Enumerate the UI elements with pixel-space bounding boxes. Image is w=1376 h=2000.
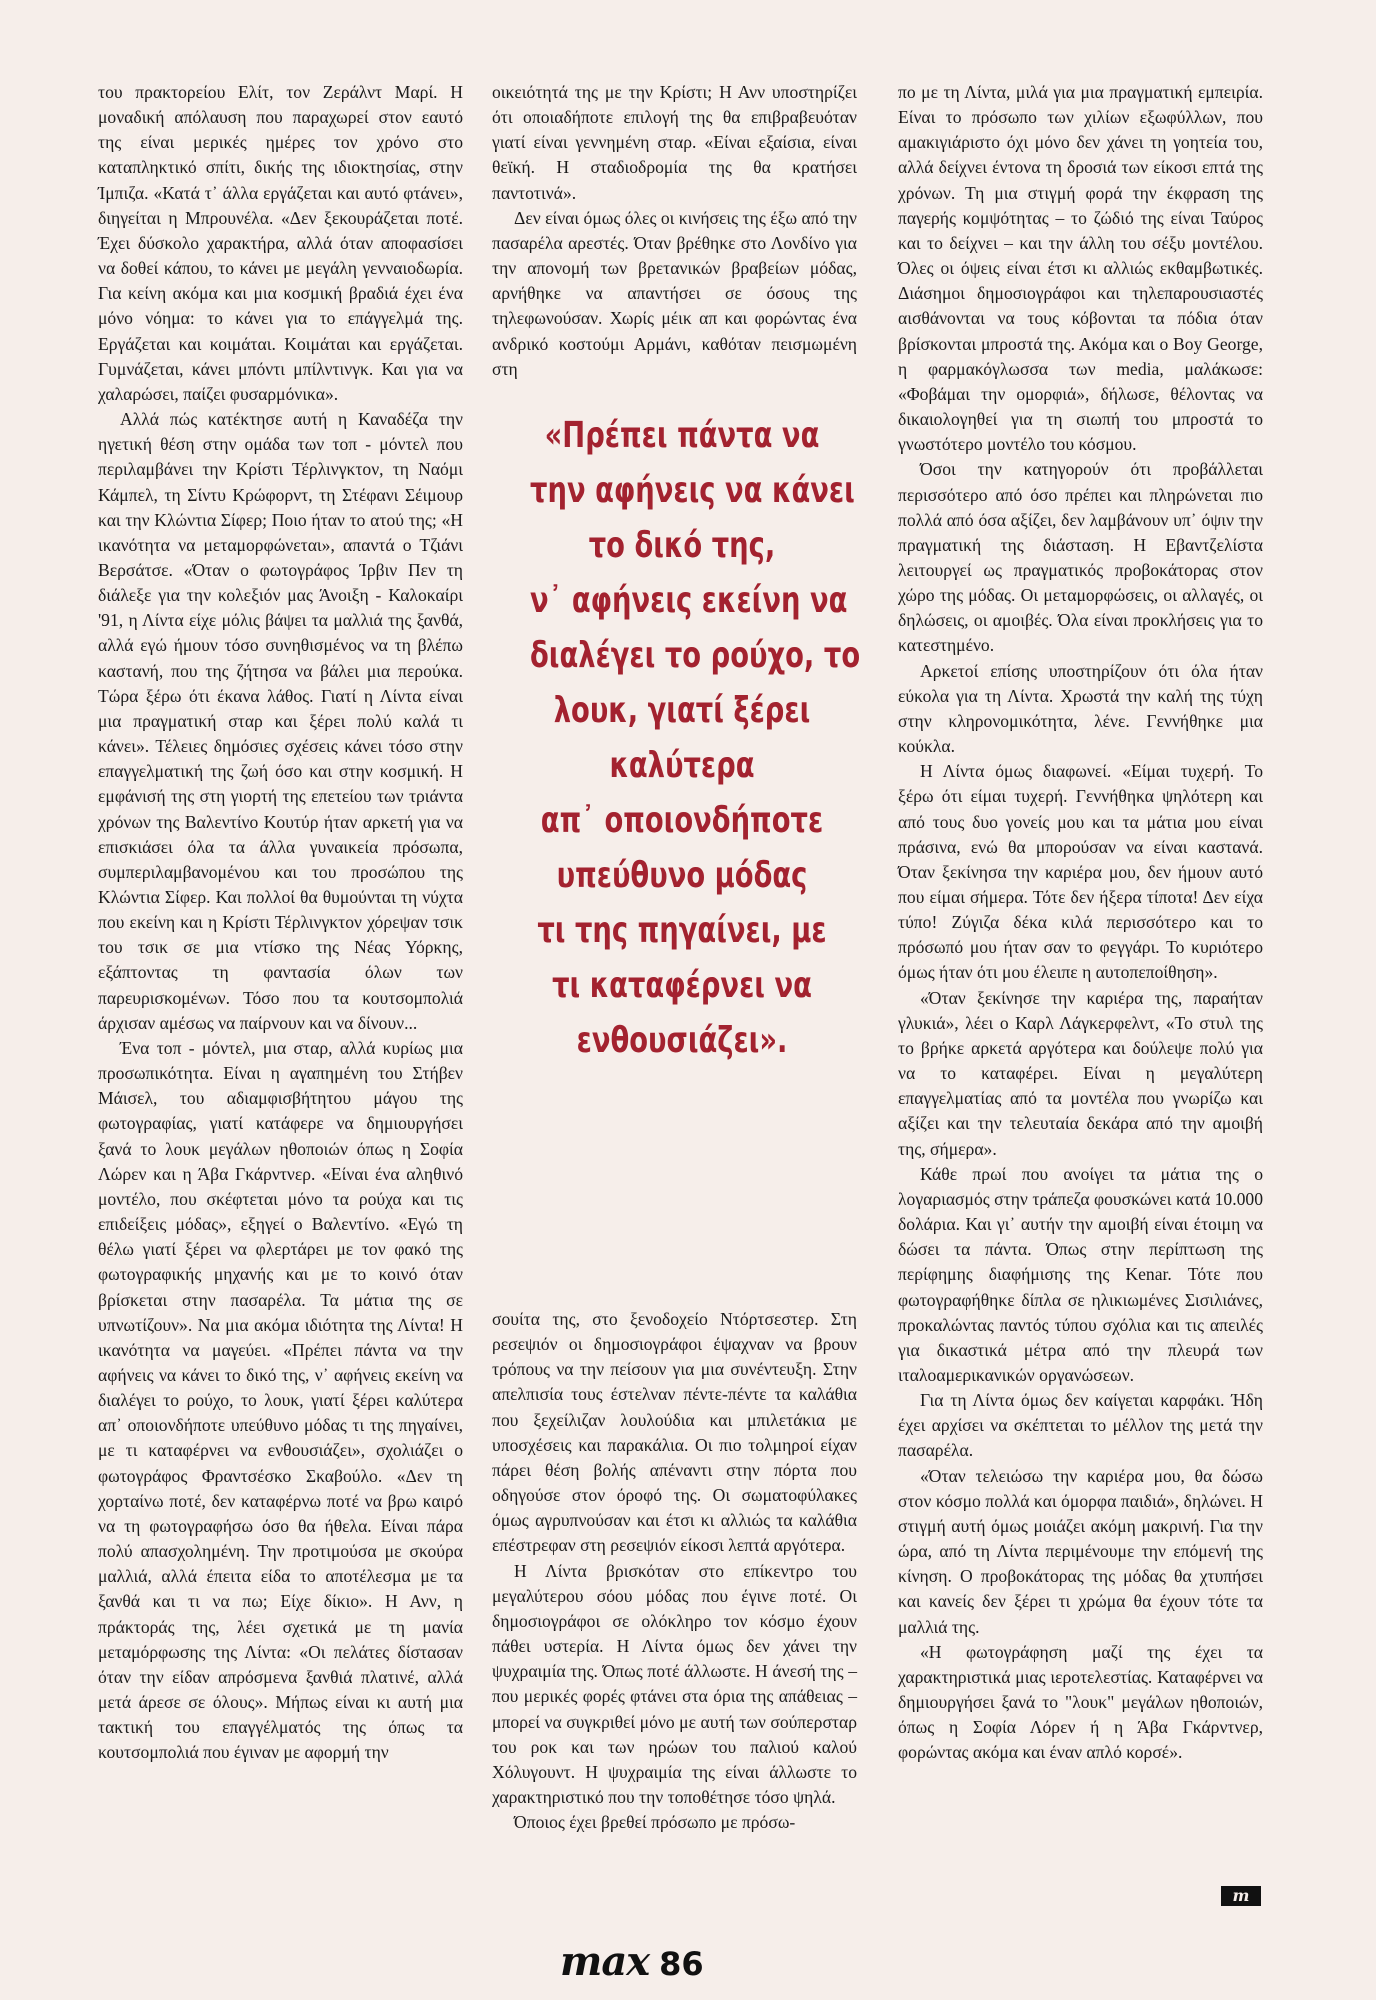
pull-quote-line: ν᾽ αφήνεις εκείνη να [530, 580, 848, 621]
pull-quote-line: τι καταφέρνει να [552, 965, 812, 1006]
pull-quote [530, 408, 861, 1068]
pull-quote-line: υπεύθυνο μόδας [556, 855, 808, 896]
article-column-3 [898, 80, 1263, 1765]
pull-quote-line: καλύτερα [609, 745, 755, 786]
pull-quote-line: τι της πηγαίνει, με [537, 910, 827, 951]
paragraph: Η Λίντα όμως διαφωνεί. «Είμαι τυχερή. Το ξέρω ότι είμαι τυχερή. Γεννήθηκα ψηλότερη και από τους δυο γονείς μου και τα μάτια μου είναι πράσινα, ενώ θα μπορούσαν να είναι καστανά. Όταν ξεκίνησα την καριέρα μου, δεν ήμουν αυτό που είμαι σήμερα. Τότε δεν ήξερα τίποτα! Δεν είχα τύπο! Ζύγιζα δέκα κιλά περισσότερο και το πρόσωπό μου ήταν σαν το φεγγάρι. Το κυριότερο όμως ήταν ότι μου έλειπε η αυτοπεποίθηση». [898, 761, 1263, 983]
paragraph: Όποιος έχει βρεθεί πρόσωπο με πρόσω- [514, 1812, 796, 1833]
end-of-article-mark: m [1221, 1886, 1261, 1906]
paragraph: Αρκετοί επίσης υποστηρίζουν ότι όλα ήταν εύκολα για τη Λίντα. Χρωστά την καλή της τύχη στην κληρονομικότητα, λένε. Γεννήθηκε μια κούκλα. [898, 660, 1263, 757]
paragraph: Η Λίντα βρισκόταν στο επίκεντρο του μεγαλύτερου σόου μόδας που έγινε ποτέ. Οι δημοσιογράφοι σε ολόκληρο τον κόσμο έχουν πάθει υστερία. Η Λίντα όμως δεν χάνει την ψυχραιμία της. Όπως ποτέ άλλωστε. Η άνεσή της – που μερικές φορές φτάνει στα όρια της απάθειας – μπορεί να συγκριθεί μόνο με αυτή των σούπερσταρ του ροκ και των ηρώων του παλιού καλού Χόλυγουντ. Η ψυχραιμία της είναι άλλωστε το χαρακτηριστικό που την τοποθέτησε τόσο ψηλά. [492, 1560, 857, 1807]
pull-quote-line: απ᾽ οποιονδήποτε [540, 800, 824, 841]
pull-quote-line: την αφήνεις να κάνει [530, 470, 855, 511]
paragraph: σουίτα της, στο ξενοδοχείο Ντόρτσεστερ. Στη ρεσεψιόν οι δημοσιογράφοι έψαχναν να βρουν τρόπους να την πείσουν για μια συνέντευξη. Στην απελπισία τους έστελναν πέντε-πέντε τα καλάθια που ξεχείλιζαν λουλούδια και μπιλετάκια με υποσχέσεις και παρακάλια. Οι πιο τολμηροί είχαν πάρει θέση βολής απέναντι στην πόρτα που οδηγούσε στον όροφό της. Οι σωματοφύλακες όμως αγρυπνούσαν και έτσι κι αλλιώς τα καλάθια επέστρεφαν στη ρεσεψιόν είκοσι λεπτά αργότερα. [492, 1309, 857, 1556]
paragraph: «Η φωτογράφηση μαζί της έχει τα χαρακτηριστικά μιας ιεροτελεστίας. Καταφέρνει να δημιουργήσει ξανά το "λουκ" μεγάλων ηθοποιών, όπως η Σοφία Λόρεν ή η Άβα Γκάρντνερ, φορώντας ακόμα και έναν απλό κορσέ». [898, 1641, 1263, 1763]
paragraph: «Όταν τελειώσω την καριέρα μου, θα δώσω στον κόσμο πολλά και όμορφα παιδιά», δηλώνει. Η στιγμή αυτή όμως μοιάζει ακόμη μακρινή. Για την ώρα, από τη Λίντα περιμένουμε την επόμενή της κίνηση. Ο προβοκάτορας της μόδας θα χτυπήσει και κανείς δεν ξέρει τι χρώμα θα έχουν τότε τα μαλλιά της. [898, 1465, 1263, 1637]
page-footer [560, 1938, 704, 1985]
paragraph: Αλλά πώς κατέκτησε αυτή η Καναδέζα την ηγετική θέση στην ομάδα των τοπ - μόντελ που περιλαμβάνει την Κρίστι Τέρλινγκτον, τη Ναόμι Κάμπελ, τη Σίντυ Κρώφορντ, τη Στέφανι Σέιμουρ και την Κλώντια Σίφερ; Ποιο ήταν το ατού της; «Η ικανότητα να μεταμορφώνεται», απαντά ο Τζιάνι Βερσάτσε. «Όταν ο φωτογράφος Ίρβιν Πεν τη διάλεξε για την κολεξιόν μας Άνοιξη - Καλοκαίρι '91, η Λίντα είχε μόλις βάψει τα μαλλιά της ξανθά, αλλά εγώ ήμουν τόσο συνηθισμένος να τη βλέπω καστανή, που της ζήτησα να βάλει μια περούκα. Τώρα ξέρω ότι έκανα λάθος. Γιατί η Λίντα είναι μια πραγματική σταρ και ξέρει πολύ καλά τι κάνει». Τέλειες δημόσιες σχέσεις κάνει τόσο στην επαγγελματική της ζωή όσο και στην κοσμική. Η εμφάνισή της στη γιορτή της επετείου των τριάντα χρόνων της Βαλεντίνο Κουτύρ ήταν αρκετή για να επισκιάσει όλα τα άλλα γυναικεία πρόσωπα, συμπεριλαμβανομένου και του προσώπου της Κλώντια Σίφερ. Και πολλοί θα θυμούνται τη νύχτα που εκείνη και η Κρίστι Τέρλινγκτον χόρεψαν τσικ του τσικ σε μια ντίσκο της Νέας Υόρκης, εξάπτοντας τη φαντασία όλων των παρευρισκομένων. Τόσο που τα κουτσομπολιά άρχισαν αμέσως να παίρνουν και να δίνουν... [98, 409, 463, 1033]
pull-quote-line: το δικό της, [588, 525, 776, 566]
paragraph: «Όταν ξεκίνησε την καριέρα της, παραήταν γλυκιά», λέει ο Καρλ Λάγκερφελντ, «Το στυλ της το βρήκε αρκετά αργότερα και δούλεψε πολύ για να το καταφέρει. Είναι η μεγαλύτερη επαγγελματίας από τα μοντέλα που γνωρίζω και αξίζει και την τελευταία δεκάρα από την αμοιβή της, σήμερα». [898, 987, 1263, 1159]
pull-quote-line: λουκ, γιατί ξέρει [553, 690, 811, 731]
pull-quote-line: ενθουσιάζει». [576, 1020, 788, 1061]
paragraph: Δεν είναι όμως όλες οι κινήσεις της έξω από την πασαρέλα αρεστές. Όταν βρέθηκε στο Λονδίνο για την απονομή των βρετανικών βραβείων μόδας, αρνήθηκε να απαντήσει σε όσους της τηλεφωνούσαν. Χωρίς μέικ απ και φορώντας ένα ανδρικό κοστούμι Αρμάνι, καθόταν πεισμωμένη στη [492, 207, 857, 379]
paragraph: πο με τη Λίντα, μιλά για μια πραγματική εμπειρία. Είναι το πρόσωπο των χιλίων εξωφύλλων, που αμακιγιάριστο όχι μόνο δεν χάνει τη γοητεία του, αλλά δείχνει έντονα τη δροσιά των είκοσι επτά της χρόνων. Τη μια στιγμή φορά την έκφραση της παγερής κομψότητας – το ζώδιό της είναι Ταύρος και το δείχνει – και την άλλη του σέξυ μοντέλου. Όλες οι όψεις είναι έτσι κι αλλιώς εκθαμβωτικές. Διάσημοι δημοσιογράφοι και τηλεπαρουσιαστές αισθάνονται να τους κόβονται τα πόδια όταν βρίσκονται μπροστά της. Ακόμα και ο Boy George, η φαρμακόγλωσσα των media, μαλάκωσε: «Φοβάμαι την ομορφιά», δήλωσε, θέλοντας να δικαιολογηθεί για τη σιωπή του μπροστά το γνωστότερο μοντέλο του κόσμου. [898, 82, 1263, 455]
article-column-2-top [492, 80, 857, 382]
paragraph: Όσοι την κατηγορούν ότι προβάλλεται περισσότερο από όσο πρέπει και πληρώνεται πιο πολλά από όσα αξίζει, δεν λαμβάνουν υπ᾽ όψιν την πραγματική της διάσταση. Η Εβαντζελίστα λειτουργεί ως πραγματικός προβοκάτορας στον χώρο της μόδας. Οι μεταμορφώσεις, οι αλλαγές, οι δηλώσεις, οι αμοιβές. Όλα είναι προκλήσεις για το κατεστημένο. [898, 459, 1263, 656]
article-column-1 [98, 80, 463, 1765]
paragraph: Για τη Λίντα όμως δεν καίγεται καρφάκι. Ήδη έχει αρχίσει να σκέπτεται το μέλλον της μετά την πασαρέλα. [898, 1390, 1263, 1461]
paragraph: του πρακτορείου Ελίτ, τον Ζεράλντ Μαρί. Η μοναδική απόλαυση που παραχωρεί στον εαυτό της είναι μερικές ημέρες τον χρόνο στο καταπληκτικό σπίτι, δικής της ιδιοκτησίας, στην Ίμπιζα. «Κατά τ᾽ άλλα εργάζεται και αυτό φτάνει», διηγείται η Μπρουνέλα. «Δεν ξεκουράζεται ποτέ. Έχει δύσκολο χαρακτήρα, αλλά όταν αποφασίσει να δοθεί κάπου, το κάνει με μεγάλη γενναιοδωρία. Για κείνη ακόμα και μια κοσμική βραδιά έχει ένα μόνο νόημα: το κάνει για το επάγγελμά της. Εργάζεται και κοιμάται. Κοιμάται και εργάζεται. Γυμνάζεται, κάνει μπόντι μπίλντινγκ. Και για να χαλαρώσει, παίζει φυσαρμόνικα». [98, 82, 463, 404]
paragraph: οικειότητά της με την Κρίστι; Η Ανν υποστηρίζει ότι οποιαδήποτε επιλογή της θα επιβραβευόταν γιατί είναι γεννημένη σταρ. «Είναι εξαίσια, είναι θεϊκή. Η σταδιοδρομία της θα κρατήσει παντοτινά». [492, 82, 857, 203]
article-column-2-bottom [492, 1307, 857, 1835]
paragraph: Ένα τοπ - μόντελ, μια σταρ, αλλά κυρίως μια προσωπικότητα. Είναι η αγαπημένη του Στήβεν Μάισελ, του αδιαμφισβήτητου μάγου της φωτογραφίας, γιατί κατάφερε να δημιουργήσει ξανά το λουκ μεγάλων ηθοποιών όπως η Σοφία Λώρεν και η Άβα Γκάρντνερ. «Είναι ένα αληθινό μοντέλο, που σκέφτεται μόνο τα ρούχα και τις επιδείξεις μόδας», εξηγεί ο Βαλεντίνο. «Εγώ τη θέλω γιατί ξέρει να φλερτάρει με τον φακό της φωτογραφικής μηχανής και με το κοινό όταν βρίσκεται στην πασαρέλα. Τα μάτια της σε υπνωτίζουν». Να μια ακόμα ιδιότητα της Λίντα! Η ικανότητα να μαγεύει. «Πρέπει πάντα να την αφήνεις να κάνει το δικό της, ν᾽ αφήνεις εκείνη να διαλέγει το ρούχο, το λουκ, γιατί ξέρει καλύτερα απ᾽ οποιονδήποτε υπεύθυνο μόδας τι της πηγαίνει, με τι καταφέρνει να ενθουσιάζει», σχολιάζει ο φωτογράφος Φραντσέσκο Σκαβούλο. «Δεν τη χορταίνω ποτέ, δεν καταφέρνω ποτέ να βρω καιρό να τη φωτογραφήσω όσο θα ήθελα. Είναι πάρα πολύ απασχολημένη. Την προτιμούσα με σκούρα μαλλιά, αλλά έπειτα είδα το αποτέλεσμα με τα ξανθά και τι να πω; Είχε δίκιο». Η Ανν, η πράκτοράς της, λέει σχετικά με τη μανία μεταμόρφωσης της Λίντα: «Οι πελάτες δίστασαν όταν την είδαν απρόσμενα ξανθιά πλατινέ, αλλά μετά άρεσε σε όλους». Μήπως είναι κι αυτή μια τακτική του επαγγέλματός της όπως τα κουτσομπολιά που έγιναν με αφορμή την [98, 1037, 463, 1763]
page-number: 86 [659, 1945, 704, 1983]
magazine-logo: max [560, 1938, 650, 1985]
pull-quote-line: «Πρέπει πάντα να [544, 415, 820, 456]
paragraph: Κάθε πρωί που ανοίγει τα μάτια της ο λογαριασμός στην τράπεζα φουσκώνει κατά 10.000 δολάρια. Και γι᾽ αυτήν την αμοιβή είναι έτοιμη να δώσει τα πάντα. Όπως στην περίπτωση της περίφημης διαφήμισης της Kenar. Τότε που φωτογραφήθηκε δίπλα σε ηλικιωμένες Σισιλιάνες, προκαλώντας παντός τύπου σχόλια και τις απειλές για δικαστικά μέτρα από την πλευρά των ιταλοαμερικανικών οργανώσεων. [898, 1163, 1263, 1385]
pull-quote-line: διαλέγει το ρούχο, το [530, 635, 861, 676]
